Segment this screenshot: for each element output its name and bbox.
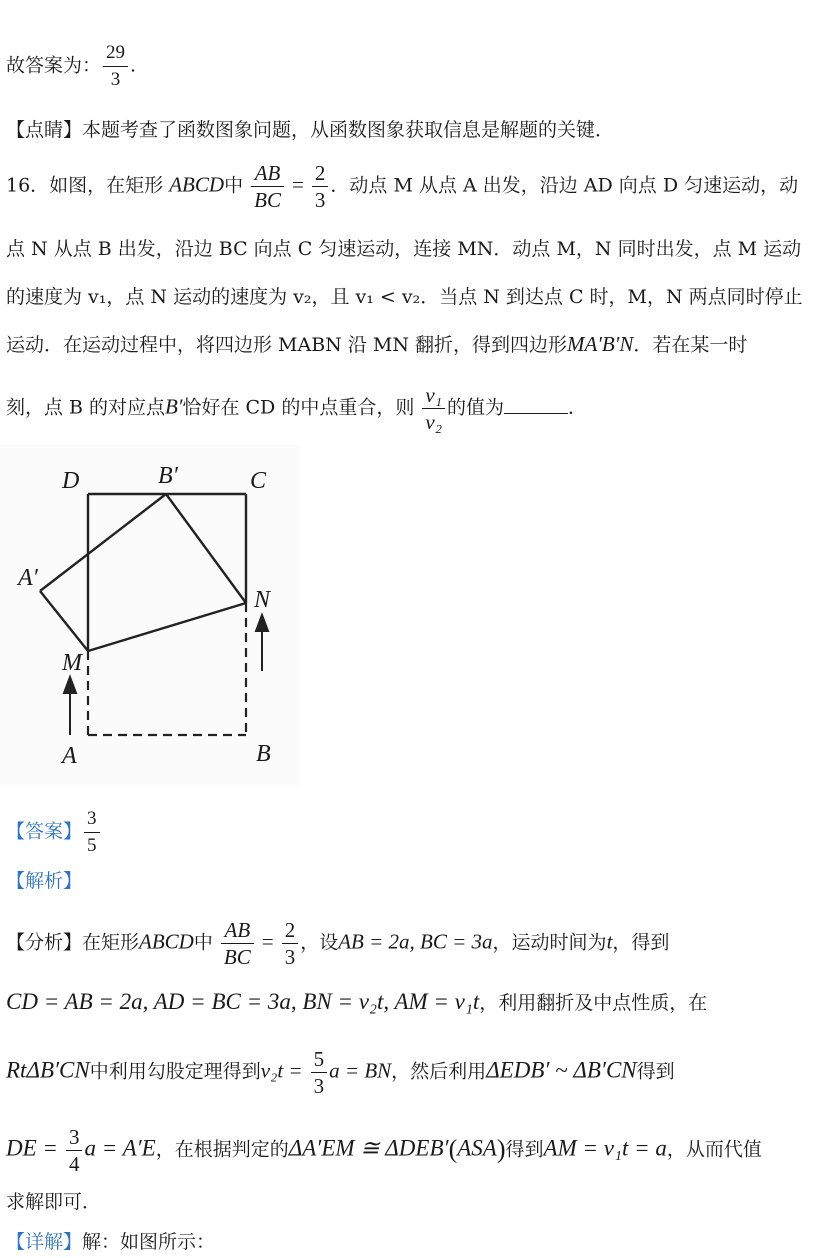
fraction-denominator: 3 (284, 945, 296, 969)
analysis-text: ，运动时间为 (492, 931, 607, 954)
detail-text: 解：如图所示： (82, 1231, 216, 1253)
fraction-denominator: BC (254, 188, 281, 212)
fraction-denominator: 3 (110, 69, 121, 90)
question-text: ．若在某一时 (633, 334, 748, 356)
fraction-numerator: v₁ (422, 382, 445, 409)
math-expression: v₂t = (260, 1058, 303, 1083)
fraction-numerator: 2 (312, 160, 329, 187)
analysis-text: ，得到 (612, 931, 670, 954)
ratio-fraction (251, 160, 284, 213)
analysis-line-4 (6, 1124, 762, 1177)
detail-line (6, 1230, 215, 1254)
fraction-denominator: BC (223, 945, 251, 969)
fraction-denominator: v₂ (425, 410, 442, 434)
rect-name: ABCD (139, 929, 194, 954)
label-c: C (250, 468, 267, 494)
question-16-line-5 (6, 382, 587, 435)
analysis-text: 【分析】在矩形 (6, 931, 140, 954)
question-number: 16．如图，在矩形 (6, 174, 164, 197)
five-thirds-fraction (311, 1046, 328, 1099)
analysis-text: 中利用勾股定理得到 (89, 1060, 261, 1083)
label-a-prime: A′ (18, 565, 38, 591)
answer-line (6, 806, 102, 859)
label-b: B (256, 741, 271, 767)
analysis-text: ，设 (300, 931, 339, 954)
analysis-text: ，然后利用 (391, 1060, 487, 1083)
math-expression: a = BN (329, 1058, 392, 1083)
detail-label: 【详解】 (6, 1231, 83, 1253)
fraction-numerator: 3 (84, 806, 100, 833)
analysis-text: 得到 (636, 1060, 675, 1083)
fraction-denominator: 5 (87, 835, 97, 856)
answer-label: 【答案】 (6, 820, 83, 843)
math-variable: t (606, 929, 613, 954)
text-zhong: 中 (224, 174, 244, 197)
math-expression: RtΔB′CN (6, 1057, 90, 1083)
label-m: M (62, 650, 82, 676)
jiexi-label: 【解析】 (6, 870, 83, 892)
analysis-text: 中 (193, 931, 213, 954)
three-quarters-fraction (66, 1124, 83, 1177)
analysis-text: 得到 (505, 1138, 544, 1161)
fraction-numerator: AB (221, 917, 254, 944)
analysis-text: ，在根据判定的 (155, 1138, 289, 1161)
fraction-denominator: 3 (314, 188, 326, 212)
question-16-line-2: 点 N 从点 B 出发，沿边 BC 向点 C 匀速运动，连接 MN．动点 M，N 同时出发，点 M 运动 (6, 238, 802, 260)
geometry-figure (0, 445, 300, 785)
question-text: ．动点 M 从点 A 出发，沿边 AD 向点 D 匀速运动，动 (330, 174, 799, 197)
dianjing-line: 【点睛】本题考查了函数图象问题，从函数图象获取信息是解题的关键． (6, 119, 615, 141)
math-expression: AM = v₁t = a (543, 1135, 667, 1161)
analysis-line-2 (6, 990, 707, 1015)
fraction-numerator: 29 (103, 40, 128, 67)
label-b-prime: B′ (158, 463, 178, 489)
equals-sign: = (261, 929, 274, 954)
analysis-line-3 (6, 1046, 675, 1099)
label-d: D (62, 468, 80, 494)
speed-ratio-fraction (422, 382, 445, 435)
point-b-prime: B′ (165, 394, 183, 419)
fraction-denominator: 3 (313, 1074, 325, 1098)
math-expression: a = A′E (84, 1135, 156, 1161)
math-expression: AB = 2a, BC = 3a (338, 929, 493, 954)
math-expression: ΔEDB′ ~ ΔB′CN (486, 1057, 637, 1083)
question-16-line-3: 的速度为 v₁，点 N 运动的速度为 v₂，且 v₁ < v₂．当点 N 到达点 C 时，M，N 两点同时停止 (6, 286, 803, 308)
quad-name: MA′B′N (567, 332, 634, 356)
question-16-line-1 (6, 160, 798, 213)
rect-name: ABCD (169, 172, 225, 197)
answer-blank (504, 395, 568, 414)
answer-value-fraction (84, 806, 100, 859)
equals-sign: = (292, 172, 304, 197)
label-n: N (254, 587, 271, 613)
analysis-text: ，利用翻折及中点性质，在 (479, 992, 708, 1014)
question-text: 刻，点 B 的对应点 (6, 396, 166, 419)
question-16-line-4 (6, 332, 747, 357)
answer-prefix: 故答案为： (6, 54, 102, 77)
label-a: A (62, 743, 77, 769)
question-text: 恰好在 CD 的中点重合，则 (182, 396, 415, 419)
math-expression: ASA (457, 1135, 497, 1161)
analysis-line-5: 求解即可． (6, 1191, 102, 1213)
question-text: 的值为 (447, 396, 505, 419)
ratio-fraction (221, 917, 254, 970)
ratio-value-fraction (312, 160, 329, 213)
ratio-value-fraction (282, 917, 299, 970)
paren-open: ( (448, 1134, 458, 1164)
math-expression: CD = AB = 2a, AD = BC = 3a, BN = v₂t, AM = v₁t (6, 989, 480, 1014)
fraction-numerator: AB (251, 160, 284, 187)
fraction-denominator: 4 (68, 1152, 80, 1176)
period: ． (568, 396, 588, 419)
fraction-numerator: 3 (66, 1124, 83, 1151)
analysis-line-1 (6, 917, 669, 970)
answer-fraction (103, 40, 128, 93)
paren-close: ) (496, 1134, 506, 1164)
math-expression: ΔA′EM ≅ ΔDEB′ (288, 1135, 449, 1161)
fraction-numerator: 2 (282, 917, 299, 944)
fraction-numerator: 5 (311, 1046, 328, 1073)
answer-line-15: 故答案为： $\frac{29}{3}$ . (6, 40, 136, 93)
math-expression: DE = (6, 1135, 58, 1161)
analysis-text: ，从而代值 (666, 1138, 762, 1161)
question-text: 运动．在运动过程中，将四边形 MABN 沿 MN 翻折，得到四边形 (6, 334, 568, 356)
